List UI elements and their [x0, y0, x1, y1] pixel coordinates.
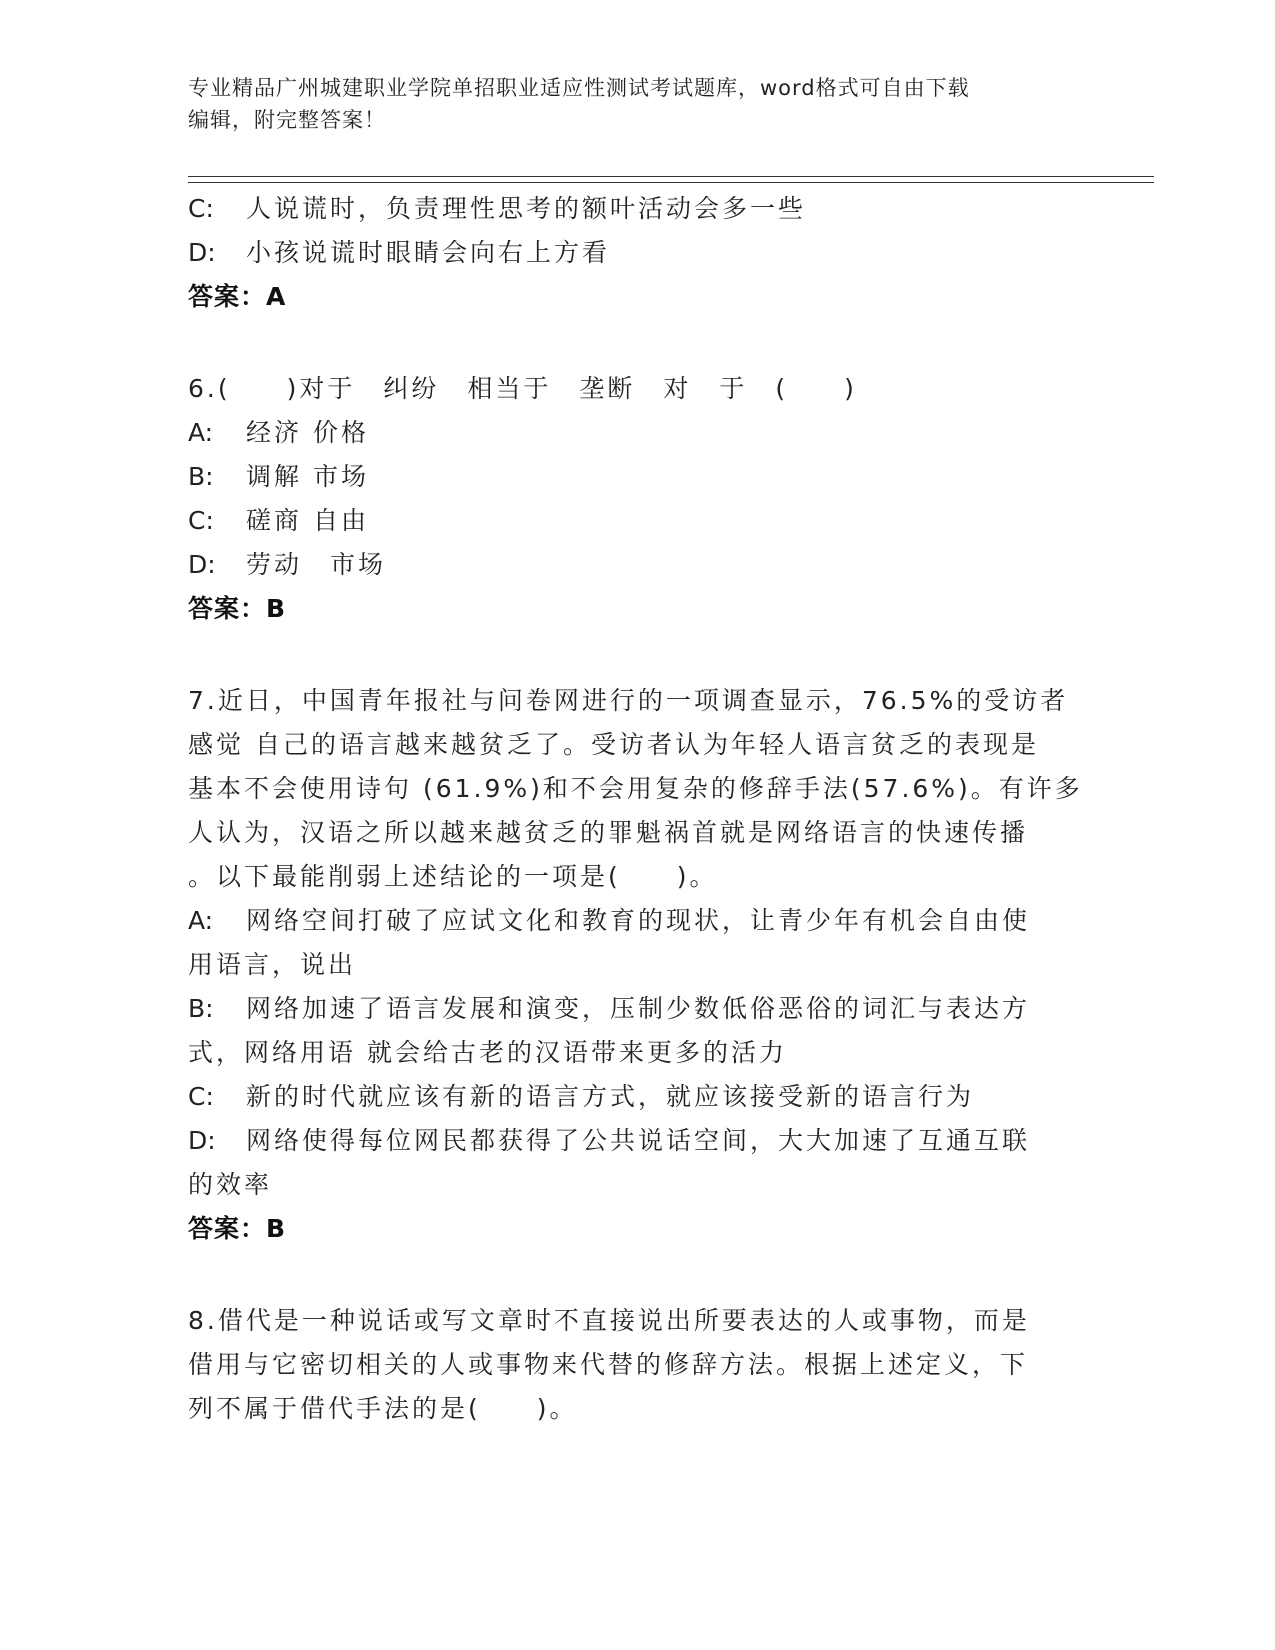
- q6-option-d: [188, 550, 386, 580]
- option-text: 磋商 自由: [246, 506, 369, 535]
- q7-option-b: [188, 994, 1030, 1024]
- q7-option-d: [188, 1126, 1030, 1156]
- option-text: 网络空间打破了应试文化和教育的现状，让青少年有机会自由使: [246, 906, 1031, 935]
- q6-option-a: [188, 418, 369, 448]
- option-letter: A:: [188, 906, 214, 935]
- option-letter: D:: [188, 238, 216, 267]
- q7-option-d-continued: 的效率: [188, 1170, 273, 1199]
- option-text: 调解 市场: [246, 462, 369, 491]
- q7-stem-line: 。以下最能削弱上述结论的一项是( )。: [188, 862, 718, 891]
- q7-stem-line: 7.近日，中国青年报社与问卷网进行的一项调查显示，76.5%的受访者: [188, 686, 1069, 715]
- option-letter: B:: [188, 994, 214, 1023]
- option-letter: C:: [188, 506, 214, 535]
- q7-option-c: [188, 1082, 974, 1112]
- option-letter: C:: [188, 1082, 214, 1111]
- q8-stem-line: 8.借代是一种说话或写文章时不直接说出所要表达的人或事物，而是: [188, 1306, 1030, 1335]
- q6-answer: 答案：B: [188, 594, 287, 623]
- option-letter: D:: [188, 550, 216, 579]
- q7-option-a: [188, 906, 1030, 936]
- option-letter: D:: [188, 1126, 216, 1155]
- q8-stem-line: 列不属于借代手法的是( )。: [188, 1394, 578, 1423]
- q8-stem-line: 借用与它密切相关的人或事物来代替的修辞方法。根据上述定义，下: [188, 1350, 1029, 1379]
- option-letter: C:: [188, 194, 214, 223]
- q6-option-c: [188, 506, 369, 536]
- option-text: 新的时代就应该有新的语言方式，就应该接受新的语言行为: [246, 1082, 975, 1111]
- q5-option-c: [188, 194, 806, 224]
- q7-stem-line: 人认为，汉语之所以越来越贫乏的罪魁祸首就是网络语言的快速传播: [188, 818, 1029, 847]
- option-text: 网络加速了语言发展和演变，压制少数低俗恶俗的词汇与表达方: [246, 994, 1031, 1023]
- q5-answer: 答案：A: [188, 282, 287, 311]
- q6-stem: 6.( )对于 纠纷 相当于 垄断 对 于 ( ): [188, 374, 857, 403]
- option-text: 人说谎时，负责理性思考的额叶活动会多一些: [246, 194, 807, 223]
- header-line-2: 编辑，附完整答案！: [188, 108, 386, 132]
- q7-option-a-continued: 用语言，说出: [188, 950, 357, 979]
- q7-stem-line: 基本不会使用诗句 (61.9%)和不会用复杂的修辞手法(57.6%)。有许多: [188, 774, 1083, 803]
- q5-option-d: [188, 238, 610, 268]
- q7-stem-line: 感觉 自己的语言越来越贫乏了。受访者认为年轻人语言贫乏的表现是: [188, 730, 1039, 759]
- header-rule-top: [188, 176, 1154, 177]
- header-rule-bottom: [188, 182, 1154, 183]
- option-text: 劳动 市场: [246, 550, 387, 579]
- option-text: 经济 价格: [246, 418, 369, 447]
- q7-option-b-continued: 式，网络用语 就会给古老的汉语带来更多的活力: [188, 1038, 787, 1067]
- option-letter: A:: [188, 418, 214, 447]
- q7-answer: 答案：B: [188, 1214, 287, 1243]
- option-text: 小孩说谎时眼睛会向右上方看: [246, 238, 611, 267]
- q6-option-b: [188, 462, 369, 492]
- option-letter: B:: [188, 462, 214, 491]
- page-header: [188, 72, 1088, 136]
- header-line-1: 专业精品广州城建职业学院单招职业适应性测试考试题库，word格式可自由下载: [188, 76, 970, 100]
- option-text: 网络使得每位网民都获得了公共说话空间，大大加速了互通互联: [246, 1126, 1031, 1155]
